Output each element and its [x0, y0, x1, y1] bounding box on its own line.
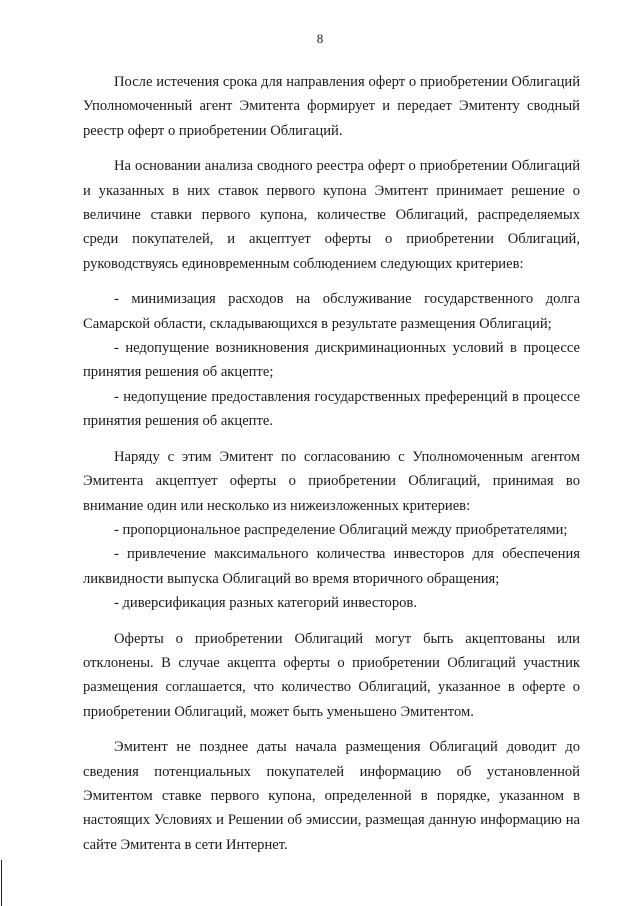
paragraph-additional-criteria: Наряду с этим Эмитент по согласованию с Уполномоченным агентом Эмитента акцептует оферты о приобретении Облигаций, принимая во внимание один или несколько из нижеизложенных критериев:: [83, 448, 580, 514]
document-body: [83, 70, 580, 857]
paragraph-offer-acceptance: Оферты о приобретении Облигаций могут быть акцептованы или отклонены. В случае акцепта оферты о приобретении Облигаций участник размещения соглашается, что количество Облигаций, указанное в оферте о приобретении Облигаций, может быть уменьшено Эмитентом.: [83, 630, 580, 720]
scan-edge-mark: [1, 860, 2, 906]
criterion-diversification: - диверсификация разных категорий инвесторов.: [114, 595, 417, 612]
criterion-proportional-distribution: - пропорциональное распределение Облигаций между приобретателями;: [114, 521, 568, 538]
criterion-cost-minimization: - минимизация расходов на обслуживание государственного долга Самарской области, складывающихся в результате размещения Облигаций;: [83, 291, 580, 332]
criterion-investor-attraction: - привлечение максимального количества инвесторов для обеспечения ликвидности выпуска Облигаций во время вторичного обращения;: [83, 546, 580, 587]
paragraph-decision-basis: На основании анализа сводного реестра оферт о приобретении Облигаций и указанных в них ставок первого купона Эмитент принимает решение о величине ставки первого купона, количестве Облигаций, распределяемых среди покупателей, и акцептует оферты о приобретении Облигаций, руководствуясь единовременным соблюдением следующих критериев:: [83, 158, 580, 272]
paragraph-coupon-disclosure: Эмитент не позднее даты начала размещения Облигаций доводит до сведения потенциальных покупателей информацию об установленной Эмитентом ставке первого купона, определенной в порядке, указанном в настоящих Условиях и Решении об эмиссии, размещая данную информацию на сайте Эмитента в сети Интернет.: [83, 739, 580, 853]
criterion-no-preferences: - недопущение предоставления государственных преференций в процессе принятия решения об акцепте.: [83, 388, 580, 430]
paragraph-offers-registry: После истечения срока для направления оферт о приобретении Облигаций Уполномоченный агент Эмитента формирует и передает Эмитенту сводный реестр оферт о приобретении Облигаций.: [83, 74, 580, 139]
page-number: 8: [316, 31, 324, 46]
criterion-no-discrimination: - недопущение возникновения дискриминационных условий в процессе принятия решения об акцепте;: [83, 340, 580, 381]
